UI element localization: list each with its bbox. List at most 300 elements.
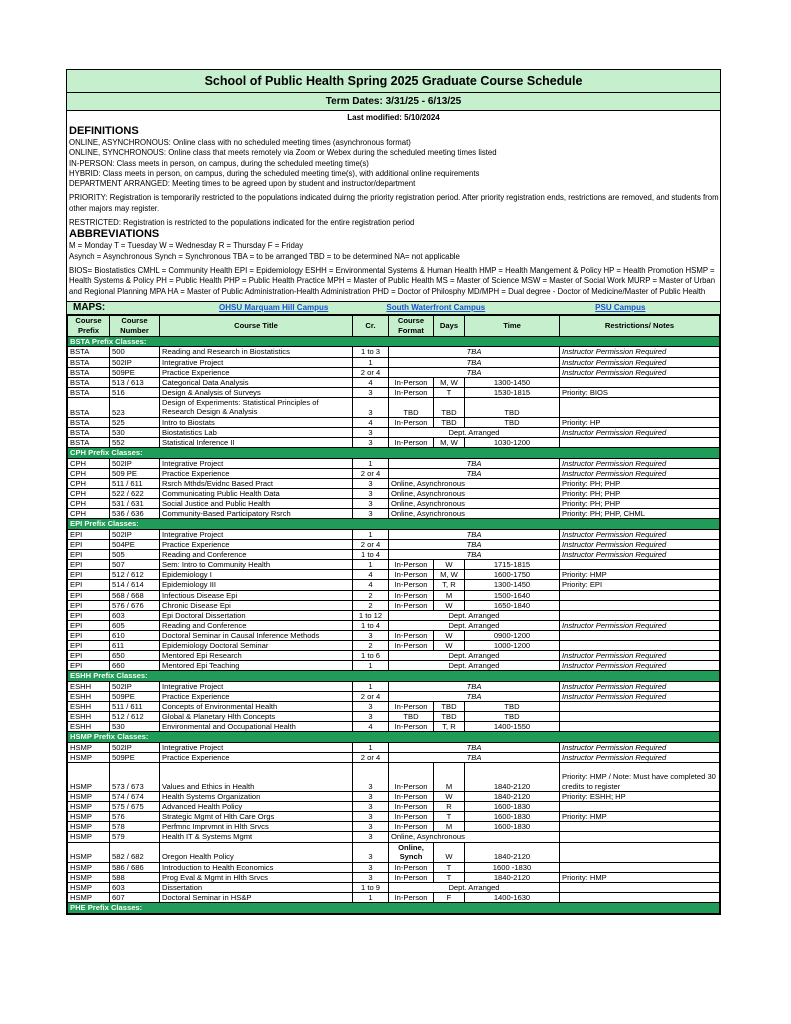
course-time: 1300-1450 — [465, 580, 560, 590]
course-prefix: EPI — [68, 570, 110, 580]
course-notes — [560, 842, 720, 862]
section-heading-row — [68, 732, 720, 743]
course-credits: 1 to 4 — [353, 550, 389, 560]
table-row — [68, 763, 720, 792]
course-format: In-Person — [389, 792, 434, 802]
course-format: In-Person — [389, 640, 434, 650]
course-notes: Instructor Permission Required — [560, 357, 720, 367]
course-format: In-Person — [389, 570, 434, 580]
course-days: T — [434, 387, 465, 397]
section-heading: BSTA Prefix Classes: — [68, 336, 720, 347]
course-prefix: HSMP — [68, 812, 110, 822]
course-title: Practice Experience — [160, 753, 353, 763]
course-number: 505 — [110, 550, 160, 560]
course-title: Prog Eval & Mgmt in Hlth Srvcs — [160, 872, 353, 882]
table-row — [68, 842, 720, 862]
course-prefix: EPI — [68, 550, 110, 560]
course-prefix: ESHH — [68, 702, 110, 712]
days-abbreviations: M = Monday T = Tuesday W = Wednesday R = Thursday F = Friday — [69, 241, 304, 251]
course-credits: 4 — [353, 570, 389, 580]
definition-line: HYBRID: Class meets in person, on campus, during the scheduled meeting time(s), with additional online requirements — [69, 168, 480, 178]
section-heading-row — [68, 448, 720, 459]
course-prefix: BSTA — [68, 387, 110, 397]
course-credits: 3 — [353, 509, 389, 519]
course-days: T — [434, 872, 465, 882]
course-credits: 1 — [353, 681, 389, 691]
course-format: In-Person — [389, 872, 434, 882]
course-number: 610 — [110, 630, 160, 640]
course-time: Dept. Arranged — [389, 610, 560, 620]
course-notes: Instructor Permission Required — [560, 651, 720, 661]
table-row — [68, 892, 720, 902]
table-row — [68, 347, 720, 357]
course-number: 500 — [110, 347, 160, 357]
course-notes — [560, 397, 720, 417]
course-title: Doctoral Seminar in Causal Inference Methods — [160, 630, 353, 640]
course-title: Epidemiology III — [160, 580, 353, 590]
course-notes: Priority: HP — [560, 417, 720, 427]
course-time: 1530-1815 — [465, 387, 560, 397]
course-time: 1600-1830 — [465, 802, 560, 812]
column-header: Restrictions/ Notes — [560, 315, 720, 336]
course-credits: 1 — [353, 661, 389, 671]
course-time: TBD — [465, 397, 560, 417]
course-prefix: CPH — [68, 489, 110, 499]
definition-line: ONLINE, ASYNCHRONOUS: Online class with no scheduled meeting times (asynchronous format) — [69, 138, 411, 147]
definition-line: IN-PERSON: Class meets in person, on campus, during the scheduled meeting time(s) — [69, 158, 369, 168]
table-row — [68, 822, 720, 832]
section-heading: ESHH Prefix Classes: — [68, 671, 720, 682]
table-row — [68, 651, 720, 661]
course-credits: 3 — [353, 702, 389, 712]
table-row — [68, 802, 720, 812]
course-time: TBA — [389, 742, 560, 752]
column-header: Course Format — [389, 315, 434, 336]
course-title: Concepts of Environmental Health — [160, 702, 353, 712]
table-row — [68, 681, 720, 691]
course-title: Introduction to Health Economics — [160, 862, 353, 872]
course-days: M, W — [434, 377, 465, 387]
course-time: TBA — [389, 458, 560, 468]
course-number: 522 / 622 — [110, 489, 160, 499]
course-prefix: CPH — [68, 468, 110, 478]
course-prefix: BSTA — [68, 377, 110, 387]
course-title: Biostatistics Lab — [160, 428, 353, 438]
course-number: 525 — [110, 417, 160, 427]
course-days: T — [434, 812, 465, 822]
course-credits: 2 or 4 — [353, 753, 389, 763]
course-credits: 1 to 3 — [353, 347, 389, 357]
course-days: W — [434, 600, 465, 610]
table-row — [68, 550, 720, 560]
table-row — [68, 590, 720, 600]
definition-line: DEPARTMENT ARRANGED: Meeting times to be agreed upon by student and instructor/department — [69, 179, 416, 189]
course-format: In-Person — [389, 822, 434, 832]
course-notes: Priority: PH; PHP — [560, 499, 720, 509]
course-number: 578 — [110, 822, 160, 832]
course-time: 1600-1830 — [465, 812, 560, 822]
definitions-heading: DEFINITIONS — [69, 125, 139, 137]
table-row — [68, 702, 720, 712]
course-notes — [560, 892, 720, 902]
course-number: 523 — [110, 397, 160, 417]
course-title: Environmental and Occupational Health — [160, 722, 353, 732]
course-notes: Instructor Permission Required — [560, 529, 720, 539]
course-prefix: HSMP — [68, 862, 110, 872]
course-title: Practice Experience — [160, 691, 353, 701]
table-row — [68, 661, 720, 671]
table-row — [68, 832, 720, 842]
course-prefix: EPI — [68, 529, 110, 539]
course-days: M — [434, 590, 465, 600]
course-notes — [560, 712, 720, 722]
maps-label: MAPS: — [73, 301, 106, 313]
course-prefix: ESHH — [68, 691, 110, 701]
course-prefix: CPH — [68, 509, 110, 519]
course-number: 536 / 636 — [110, 509, 160, 519]
course-credits: 2 or 4 — [353, 540, 389, 550]
course-days: TBD — [434, 417, 465, 427]
course-credits: 1 — [353, 742, 389, 752]
format-abbreviations: Asynch = Asynchronous Synch = Synchronous TBA = to be arranged TBD = to be determined NA= not applicable — [69, 251, 460, 261]
course-format: In-Person — [389, 722, 434, 732]
course-time: TBA — [389, 691, 560, 701]
table-row — [68, 792, 720, 802]
course-title: Reading and Conference — [160, 550, 353, 560]
table-row — [68, 367, 720, 377]
course-credits: 1 to 6 — [353, 651, 389, 661]
column-header: Course Title — [160, 315, 353, 336]
course-title: Integrative Project — [160, 529, 353, 539]
course-days: R — [434, 802, 465, 812]
section-heading: EPI Prefix Classes: — [68, 519, 720, 530]
course-credits: 3 — [353, 387, 389, 397]
course-format: In-Person — [389, 560, 434, 570]
course-credits: 1 — [353, 357, 389, 367]
course-time: 1650-1840 — [465, 600, 560, 610]
course-time: TBA — [389, 529, 560, 539]
course-prefix: CPH — [68, 458, 110, 468]
course-time: TBA — [389, 357, 560, 367]
table-row — [68, 620, 720, 630]
course-days: M — [434, 822, 465, 832]
course-number: 512 / 612 — [110, 712, 160, 722]
course-title: Integrative Project — [160, 458, 353, 468]
course-notes: Instructor Permission Required — [560, 347, 720, 357]
course-credits: 2 or 4 — [353, 691, 389, 701]
course-notes — [560, 377, 720, 387]
course-credits: 3 — [353, 822, 389, 832]
table-row — [68, 560, 720, 570]
course-format: Online, Asynchronous — [389, 478, 560, 488]
course-title: Communicating Public Health Data — [160, 489, 353, 499]
course-number: 575 / 675 — [110, 802, 160, 812]
course-number: 611 — [110, 640, 160, 650]
course-days: M, W — [434, 570, 465, 580]
course-number: 502IP — [110, 458, 160, 468]
course-days: W — [434, 560, 465, 570]
course-prefix: CPH — [68, 478, 110, 488]
table-row — [68, 357, 720, 367]
map-link-south-waterfront[interactable]: South Waterfront Campus — [386, 302, 486, 312]
table-row — [68, 438, 720, 448]
course-prefix: HSMP — [68, 742, 110, 752]
course-number: 576 / 676 — [110, 600, 160, 610]
course-format: In-Person — [389, 802, 434, 812]
course-credits: 2 — [353, 640, 389, 650]
course-time: 1600 -1830 — [465, 862, 560, 872]
table-row — [68, 417, 720, 427]
course-credits: 3 — [353, 763, 389, 792]
table-row — [68, 468, 720, 478]
course-notes: Instructor Permission Required — [560, 742, 720, 752]
course-credits: 3 — [353, 397, 389, 417]
course-title: Practice Experience — [160, 540, 353, 550]
course-notes: Instructor Permission Required — [560, 458, 720, 468]
course-prefix: HSMP — [68, 792, 110, 802]
course-credits: 3 — [353, 630, 389, 640]
course-notes: Priority: HMP / Note: Must have completed 30 credits to register — [560, 763, 720, 792]
course-notes: Instructor Permission Required — [560, 428, 720, 438]
course-title: Mentored Epi Teaching — [160, 661, 353, 671]
course-number: 512 / 612 — [110, 570, 160, 580]
course-title: Strategic Mgmt of Hlth Care Orgs — [160, 812, 353, 822]
course-prefix: EPI — [68, 640, 110, 650]
table-row — [68, 630, 720, 640]
course-credits: 3 — [353, 792, 389, 802]
priority-definition: PRIORITY: Registration is temporarily restricted to the populations indicated duirng the priority registration period. After priority registration ends, restrictions are removed, and students from other majors may register. — [69, 193, 719, 213]
course-credits: 1 to 12 — [353, 610, 389, 620]
course-title: Epidemiology Doctoral Seminar — [160, 640, 353, 650]
course-title: Community-Based Participatory Rsrch — [160, 509, 353, 519]
table-row — [68, 509, 720, 519]
table-row — [68, 712, 720, 722]
table-row — [68, 640, 720, 650]
course-time: Dept. Arranged — [389, 882, 560, 892]
course-title: Dissertation — [160, 882, 353, 892]
course-time: Dept. Arranged — [389, 661, 560, 671]
course-time: 1840-2120 — [465, 763, 560, 792]
course-number: 513 / 613 — [110, 377, 160, 387]
course-title: Perfmnc Imprvmnt in Hlth Srvcs — [160, 822, 353, 832]
table-row — [68, 458, 720, 468]
course-number: 502IP — [110, 681, 160, 691]
course-prefix: BSTA — [68, 397, 110, 417]
course-prefix: ESHH — [68, 712, 110, 722]
course-title: Reading and Research in Biostatistics — [160, 347, 353, 357]
section-heading: HSMP Prefix Classes: — [68, 732, 720, 743]
course-title: Practice Experience — [160, 468, 353, 478]
course-prefix: EPI — [68, 651, 110, 661]
course-time: TBD — [465, 712, 560, 722]
course-prefix: EPI — [68, 610, 110, 620]
course-time: TBA — [389, 681, 560, 691]
course-days: W — [434, 640, 465, 650]
course-days: TBD — [434, 712, 465, 722]
course-notes — [560, 640, 720, 650]
course-days: W — [434, 842, 465, 862]
table-row — [68, 478, 720, 488]
course-prefix: HSMP — [68, 892, 110, 902]
abbreviations-heading: ABBREVIATIONS — [69, 228, 160, 241]
course-number: 576 — [110, 812, 160, 822]
course-prefix: HSMP — [68, 882, 110, 892]
course-days: T — [434, 862, 465, 872]
course-number: 530 — [110, 428, 160, 438]
course-days: T, R — [434, 722, 465, 732]
table-row — [68, 600, 720, 610]
course-number: 586 / 686 — [110, 862, 160, 872]
course-credits: 3 — [353, 842, 389, 862]
course-time: TBD — [465, 417, 560, 427]
course-number: 605 — [110, 620, 160, 630]
table-row — [68, 862, 720, 872]
course-time: Dept. Arranged — [389, 428, 560, 438]
course-title: Design of Experiments: Statistical Principles of Research Design & Analysis — [160, 397, 353, 417]
course-title: Advanced Health Policy — [160, 802, 353, 812]
course-number: 552 — [110, 438, 160, 448]
course-number: 573 / 673 — [110, 763, 160, 792]
course-time: TBA — [389, 753, 560, 763]
table-row — [68, 570, 720, 580]
course-notes: Instructor Permission Required — [560, 550, 720, 560]
course-notes — [560, 610, 720, 620]
course-prefix: EPI — [68, 560, 110, 570]
column-header: Cr. — [353, 315, 389, 336]
course-credits: 3 — [353, 489, 389, 499]
course-title: Rsrch Mthds/Evidnc Based Pract — [160, 478, 353, 488]
course-format: In-Person — [389, 377, 434, 387]
course-prefix: HSMP — [68, 753, 110, 763]
course-notes: Priority: PH; PHP — [560, 478, 720, 488]
course-notes — [560, 882, 720, 892]
course-prefix: BSTA — [68, 438, 110, 448]
course-prefix: EPI — [68, 661, 110, 671]
course-prefix: EPI — [68, 590, 110, 600]
course-days: W — [434, 792, 465, 802]
table-row — [68, 742, 720, 752]
course-prefix: ESHH — [68, 681, 110, 691]
course-title: Reading and Conference — [160, 620, 353, 630]
course-title: Integrative Project — [160, 681, 353, 691]
column-header: Days — [434, 315, 465, 336]
course-days: M, W — [434, 438, 465, 448]
program-abbreviations: BIOS= Biostatistics CMHL = Community Health EPI = Epidemiology ESHH = Environmental Systems & Human Health HMP = Health Mangement & Policy HP = Health Promotion HSMP = Health Systems & Policy PH = Public Health PHP = Public Health Practice MPH = Master of Public Health MS = Master of Science MSW = Master of Social Work MURP = Master of Urban and Regional Planning MPA HA = Master of Public Administration-Health Administration PHD = Doctor of Philosphy MD/MPH = Dual degree - Doctor of Medicine/Master of Public Health — [69, 265, 716, 296]
table-row — [68, 812, 720, 822]
restricted-definition: RESTRICTED: Registration is restricted to the populations indicated for the entire registration period — [69, 218, 415, 228]
course-days: W — [434, 630, 465, 640]
map-link-psu[interactable]: PSU Campus — [595, 302, 646, 312]
table-row — [68, 529, 720, 539]
course-time: Dept. Arranged — [389, 620, 560, 630]
table-header-row — [68, 315, 720, 336]
course-notes: Priority: EPI — [560, 580, 720, 590]
course-notes: Priority: HMP — [560, 872, 720, 882]
course-time: TBA — [389, 550, 560, 560]
course-number: 507 — [110, 560, 160, 570]
course-title: Social Justice and Public Health — [160, 499, 353, 509]
course-title: Doctoral Seminar in HS&P — [160, 892, 353, 902]
course-notes — [560, 600, 720, 610]
course-format: In-Person — [389, 438, 434, 448]
course-notes — [560, 630, 720, 640]
course-format: In-Person — [389, 580, 434, 590]
definition-line: ONLINE, SYNCHRONOUS: Online class that meets remotely via Zoom or Webex during the scheduled meeting times listed — [69, 148, 497, 158]
course-credits: 3 — [353, 812, 389, 822]
last-modified: Last modified: 5/10/2024 — [347, 113, 440, 122]
course-title: Design & Analysis of Surveys — [160, 387, 353, 397]
course-notes: Priority: BIOS — [560, 387, 720, 397]
table-row — [68, 691, 720, 701]
term-dates: Term Dates: 3/31/25 - 6/13/25 — [67, 93, 720, 111]
course-notes — [560, 722, 720, 732]
course-format: In-Person — [389, 812, 434, 822]
course-prefix: ESHH — [68, 722, 110, 732]
course-format: Online, Asynchronous — [389, 832, 560, 842]
table-row — [68, 872, 720, 882]
course-number: 574 / 674 — [110, 792, 160, 802]
course-credits: 1 — [353, 892, 389, 902]
course-notes — [560, 702, 720, 712]
course-title: Integrative Project — [160, 357, 353, 367]
section-heading-row — [68, 671, 720, 682]
course-time: 0900-1200 — [465, 630, 560, 640]
course-number: 502IP — [110, 742, 160, 752]
course-days: F — [434, 892, 465, 902]
course-table — [67, 315, 720, 914]
course-notes: Instructor Permission Required — [560, 661, 720, 671]
table-row — [68, 540, 720, 550]
course-title: Practice Experience — [160, 367, 353, 377]
course-notes — [560, 802, 720, 812]
column-header: Course Prefix — [68, 315, 110, 336]
course-prefix: EPI — [68, 580, 110, 590]
course-notes — [560, 438, 720, 448]
course-title: Global & Planetary Hlth Concepts — [160, 712, 353, 722]
course-notes: Priority: ESHH; HP — [560, 792, 720, 802]
course-prefix: HSMP — [68, 872, 110, 882]
course-credits: 3 — [353, 478, 389, 488]
course-notes: Priority: PH; PHP, CHML — [560, 509, 720, 519]
course-format: Online, Asynchronous — [389, 489, 560, 499]
course-number: 509 PE — [110, 468, 160, 478]
course-number: 650 — [110, 651, 160, 661]
course-rows — [68, 336, 720, 913]
course-format: Online, Asynchronous — [389, 499, 560, 509]
course-format: In-Person — [389, 417, 434, 427]
course-prefix: CPH — [68, 499, 110, 509]
course-format: Online, Asynchronous — [389, 509, 560, 519]
course-number: 509PE — [110, 367, 160, 377]
table-row — [68, 499, 720, 509]
course-number: 603 — [110, 610, 160, 620]
course-prefix: HSMP — [68, 802, 110, 812]
course-credits: 3 — [353, 712, 389, 722]
map-link-marquam-hill[interactable]: OHSU Marquam Hill Campus — [219, 302, 329, 312]
course-number: 660 — [110, 661, 160, 671]
course-format: TBD — [389, 397, 434, 417]
course-title: Health IT & Systems Mgmt — [160, 832, 353, 842]
schedule-sheet — [66, 69, 721, 915]
course-credits: 2 or 4 — [353, 367, 389, 377]
course-format: In-Person — [389, 702, 434, 712]
table-row — [68, 489, 720, 499]
course-format: In-Person — [389, 387, 434, 397]
course-number: 502IP — [110, 357, 160, 367]
course-time: TBA — [389, 540, 560, 550]
course-prefix: HSMP — [68, 763, 110, 792]
course-title: Health Systems Organization — [160, 792, 353, 802]
